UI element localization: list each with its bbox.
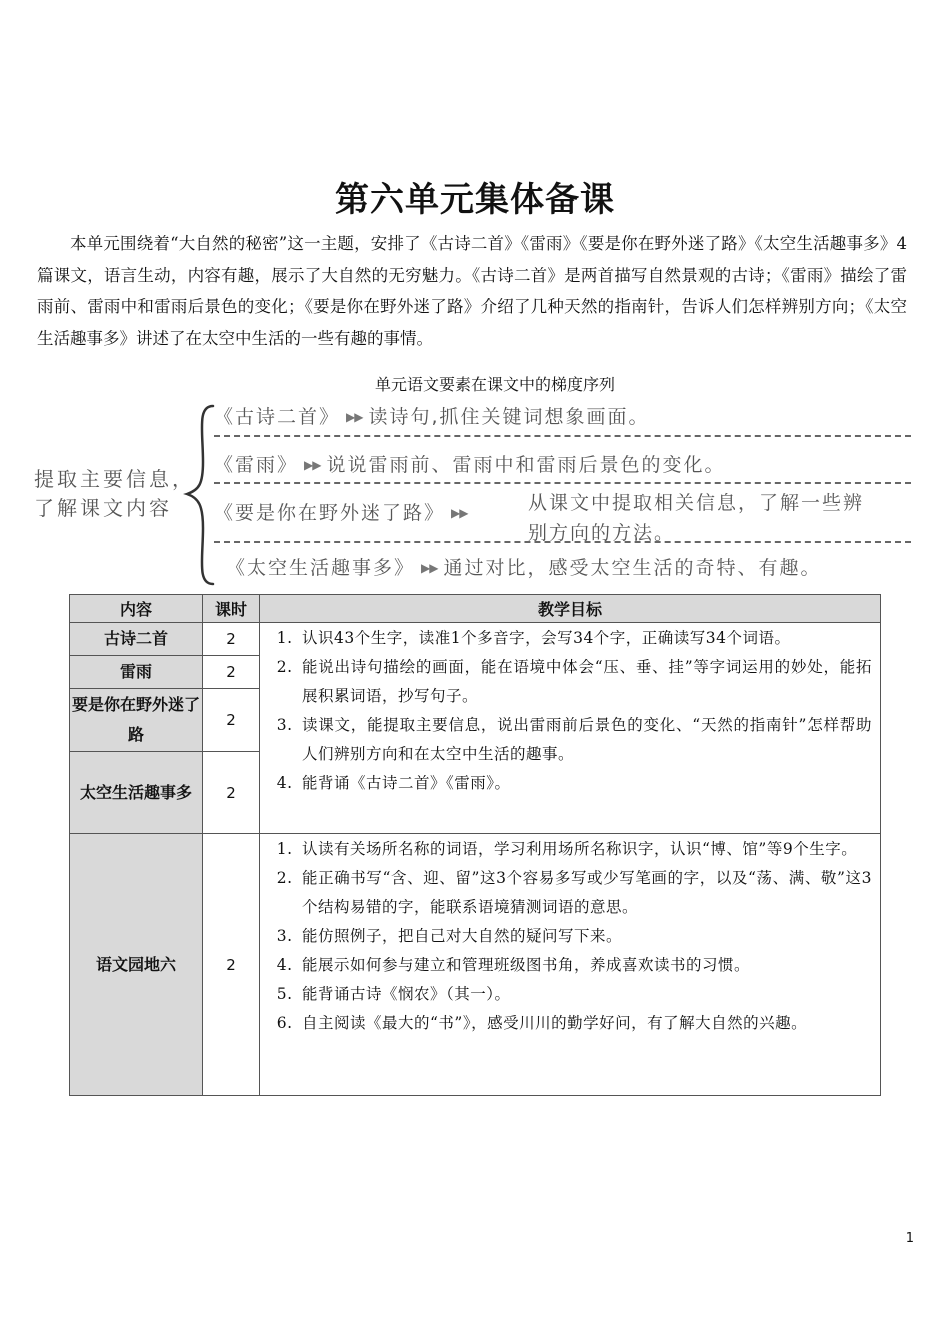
goal-item: 4. 能背诵《古诗二首》《雷雨》。 xyxy=(298,769,872,798)
diagram-lesson: 《古诗二首》 xyxy=(214,406,341,428)
double-arrow-icon: ▶▶ xyxy=(346,410,363,424)
curly-brace-icon xyxy=(183,402,217,588)
dashed-divider xyxy=(214,541,911,543)
diagram-title: 单元语文要素在课文中的梯度序列 xyxy=(374,375,615,394)
goal-item: 2. 能说出诗句描绘的画面，能在语境中体会“压、垂、挂”等字词运用的妙处，能拓展积累词语，抄写句子。 xyxy=(298,653,872,711)
page-number: 1 xyxy=(905,1231,914,1246)
goal-item: 3. 读课文，能提取主要信息，说出雷雨前后景色的变化、“天然的指南针”怎样帮助人们辨别方向和在太空中生活的趣事。 xyxy=(298,711,872,769)
goal-item: 6. 自主阅读《最大的“书”》，感受川川的勤学好问，有了解大自然的兴趣。 xyxy=(298,1009,872,1038)
diagram-line-1 xyxy=(214,402,650,429)
table-row xyxy=(70,623,881,656)
content-cell: 语文园地六 xyxy=(70,834,203,1096)
intro-paragraph: 本单元围绕着“大自然的秘密”这一主题，安排了《古诗二首》《雷雨》《要是你在野外迷了路》《太空生活趣事多》4篇课文，语言生动，内容有趣，展示了大自然的无穷魅力。《古诗二首》是两首描写自然景观的古诗；《雷雨》描绘了雷雨前、雷雨中和雷雨后景色的变化；《要是你在野外迷了路》介绍了几种天然的指南针，告诉人们怎样辨别方向；《太空生活趣事多》讲述了在太空中生活的一些有趣的事情。 xyxy=(37,234,907,348)
goal-item: 4. 能展示如何参与建立和管理班级图书角，养成喜欢读书的习惯。 xyxy=(298,951,872,980)
header-content: 内容 xyxy=(70,595,203,623)
diagram-lesson: 《太空生活趣事多》 xyxy=(226,557,416,579)
hours-cell: 2 xyxy=(203,689,260,752)
diagram-lead-line2: 了解课文内容 xyxy=(34,496,172,520)
diagram-lesson: 《要是你在野外迷了路》 xyxy=(214,502,446,524)
content-cell: 要是你在野外迷了路 xyxy=(70,689,203,752)
diagram-goal: 读诗句,抓住关键词想象画面。 xyxy=(368,406,650,428)
header-hours: 课时 xyxy=(203,595,260,623)
content-cell: 太空生活趣事多 xyxy=(70,752,203,834)
goals-cell xyxy=(260,834,881,1096)
diagram-line-4 xyxy=(226,553,822,580)
goal-item: 1. 认读有关场所名称的词语，学习利用场所名称识字，认识“博、馆”等9个生字。 xyxy=(298,835,872,864)
diagram-lesson: 《雷雨》 xyxy=(214,454,299,476)
dashed-divider xyxy=(214,482,911,484)
header-goals: 教学目标 xyxy=(260,595,881,623)
hours-cell: 2 xyxy=(203,834,260,1096)
diagram-lead xyxy=(34,465,195,523)
hours-cell: 2 xyxy=(203,656,260,689)
goals-cell xyxy=(260,623,881,834)
diagram-line-3 xyxy=(214,498,473,525)
double-arrow-icon: ▶▶ xyxy=(304,458,321,472)
diagram-goal-line-b: 别方向的方法。 xyxy=(528,522,676,544)
double-arrow-icon: ▶▶ xyxy=(451,506,468,520)
goal-item: 2. 能正确书写“含、迎、留”这3个容易多写或少写笔画的字，以及“荡、满、敬”这3个结构易错的字，能联系语境猜测词语的意思。 xyxy=(298,864,872,922)
content-cell: 古诗二首 xyxy=(70,623,203,656)
diagram-lead-line1: 提取主要信息， xyxy=(34,467,195,491)
diagram-goal: 通过对比，感受太空生活的奇特、有趣。 xyxy=(443,557,822,579)
page-title: 第六单元集体备课 xyxy=(335,180,615,220)
goal-item: 5. 能背诵古诗《悯农》（其一）。 xyxy=(298,980,872,1009)
diagram-goal: 说说雷雨前、雷雨中和雷雨后景色的变化。 xyxy=(326,454,726,476)
lesson-plan-table xyxy=(69,594,881,1096)
goal-item: 3. 能仿照例子，把自己对大自然的疑问写下来。 xyxy=(298,922,872,951)
hours-cell: 2 xyxy=(203,623,260,656)
diagram-line-2 xyxy=(214,450,726,477)
goals-list xyxy=(260,623,880,802)
double-arrow-icon: ▶▶ xyxy=(421,561,438,575)
table-row xyxy=(70,834,881,1096)
hours-cell: 2 xyxy=(203,752,260,834)
dashed-divider xyxy=(214,435,911,437)
content-cell: 雷雨 xyxy=(70,656,203,689)
table-header-row xyxy=(70,595,881,623)
goals-list xyxy=(260,834,880,1042)
diagram-goal-line-a: 从课文中提取相关信息，了解一些辨 xyxy=(528,492,865,514)
goal-item: 1. 认识43个生字，读准1个多音字，会写34个字，正确读写34个词语。 xyxy=(298,624,872,653)
